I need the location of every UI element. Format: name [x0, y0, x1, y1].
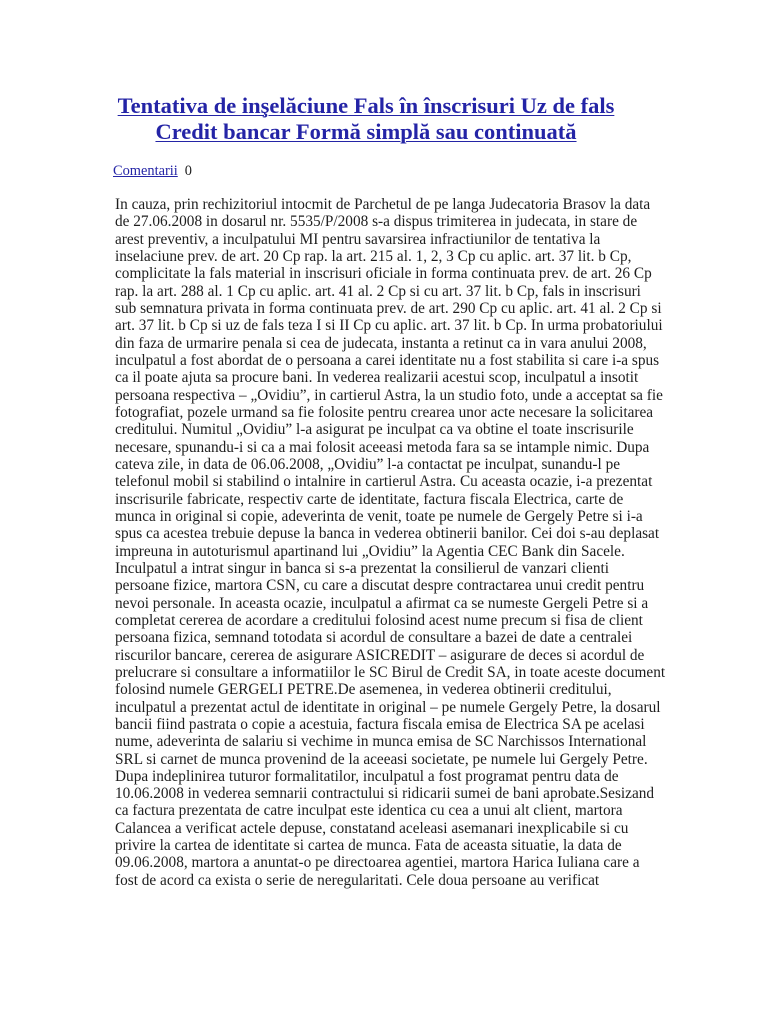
- comments-count: 0: [184, 163, 192, 179]
- body-line: inscrisurile fabricate, respectiv carte de identitate, factura fiscala Electrica, carte de: [115, 490, 624, 508]
- body-line: de 27.06.2008 in dosarul nr. 5535/P/2008 s-a dispus trimiterea in judecata, in stare de: [115, 213, 638, 231]
- body-line: munca in original si copie, adeverinta de venit, toate pe numele de Gergely Petre si i-a: [115, 507, 643, 525]
- body-line: ca il poate ajuta sa procure bani. In vederea realizarii acestui scop, inculpatul a insotit: [115, 369, 639, 387]
- body-line: impreuna in autoturismul apartinand lui „Ovidiu” la Agentia CEC Bank din Sacele.: [115, 542, 625, 560]
- body-line: telefonul mobil si stabilind o intalnire in cartierul Astra. Cu aceasta ocazie, i-a prezentat: [115, 473, 653, 491]
- body-line: art. 37 lit. b Cp si uz de fals teza I si II Cp cu aplic. art. 37 lit. b Cp. In urma probatoriului: [115, 317, 663, 335]
- body-line: SRL si carnet de munca provenind de la aceeasi societate, pe numele lui Gergely Petre.: [115, 750, 648, 768]
- body-line: fotografiat, pozele urmand sa fie folosite pentru crearea unor acte necesare la solicitarea: [115, 403, 654, 421]
- body-line: inculpatul a fost abordat de o persoana a carei identitate nu a fost stabilita si care i-a spus: [115, 351, 660, 369]
- title-line-2: [0, 119, 732, 145]
- body-line: spus ca acestea trebuie depuse la banca in vederea obtinerii banilor. Cei doi s-au deplasat: [115, 525, 660, 543]
- title-line-2-text: Credit bancar Formă simplă sau continuată: [155, 118, 577, 144]
- body-line: Dupa indeplinirea tuturor formalitatilor, inculpatul a fost programat pentru data de: [115, 767, 619, 785]
- comments-link[interactable]: Comentarii: [113, 163, 178, 179]
- title-line-1-text: Tentativa de inşelăciune Fals în înscrisuri Uz de fals: [117, 93, 615, 118]
- body-line: sub semnatura privata in forma continuata prev. de art. 290 Cp cu aplic. art. 41 al. 2 Cp si: [115, 299, 662, 317]
- body-line: folosind numele GERGELI PETRE.De asemenea, in vederea obtinerii creditului,: [115, 681, 612, 699]
- body-line: creditului. Numitul „Ovidiu” l-a asigurat pe inculpat ca va obtine el toate inscrisurile: [115, 421, 634, 439]
- body-line: bancii fiind pastrata o copie a acestuia, factura fiscala emisa de Electrica SA pe acelasi: [115, 715, 645, 733]
- body-line: inselaciune prev. de art. 20 Cp rap. la art. 215 al. 1, 2, 3 Cp cu aplic. art. 37 lit. b Cp,: [115, 247, 632, 265]
- body-line: prelucrare si consultare a informatiilor le SC Birul de Credit SA, in toate aceste document: [115, 663, 666, 681]
- body-line: persoana fizica, semnand totodata si acordul de consultare a bazei de date a centralei: [115, 629, 633, 647]
- body-line: inculpatul a prezentat actul de identitate in original – pe numele Gergely Petre, la dosarul: [115, 698, 661, 716]
- comments-row: [113, 163, 192, 180]
- body-line: necesare, spunandu-i si ca a mai folosit aceeasi metoda fara sa se intample nimic. Dupa: [115, 438, 650, 456]
- document-title-link[interactable]: [0, 93, 732, 144]
- body-line: fost de acord ca exista o serie de neregularitati. Cele doua persoane au verificat: [115, 871, 600, 889]
- title-line-1: [0, 93, 732, 119]
- body-line: complicitate la fals material in inscrisuri oficiale in forma continuata prev. de art. 26 Cp: [115, 265, 652, 283]
- body-line: completat cererea de acordare a creditului folosind acest nume precum si fisa de client: [115, 611, 643, 629]
- body-line: persoane fizice, martora CSN, cu care a discutat despre contractarea unui credit pentru: [115, 577, 645, 595]
- body-line: In cauza, prin rechizitoriul intocmit de Parchetul de pe langa Judecatoria Brasov la data: [115, 196, 651, 213]
- body-line: nevoi personale. In aceasta ocazie, inculpatul a afirmat ca se numeste Gergeli Petre si a: [115, 594, 649, 612]
- body-line: Calancea a verificat actele depuse, constatand aceleasi asemanari inexplicabile si cu: [115, 819, 629, 837]
- body-line: arest preventiv, a inculpatului MI pentru savarsirea infractiunilor de tentativa la: [115, 230, 601, 248]
- body-line: nume, adeverinta de salariu si vechime in munca emisa de SC Narchissos International: [115, 733, 647, 751]
- body-line: persoana respectiva – „Ovidiu”, in cartierul Astra, la un studio foto, unde a acceptat sa fie: [115, 386, 663, 404]
- body-line: riscurilor bancare, cererea de asigurare ASICREDIT – asigurare de deces si acordul de: [115, 646, 645, 664]
- body-line: 09.06.2008, martora a anuntat-o pe directoarea agentiei, martora Harica Iuliana care a: [115, 854, 640, 872]
- body-line: privire la cartea de identitate si cartea de munca. Fata de aceasta situatie, la data de: [115, 837, 622, 855]
- body-line: din faza de urmarire penala si cea de judecata, instanta a retinut ca in vara anului 2008,: [115, 334, 647, 352]
- body-line: rap. la art. 288 al. 1 Cp cu aplic. art. 41 al. 2 Cp si cu art. 37 lit. b Cp, fals in inscrisuri: [115, 282, 641, 300]
- body-line: Inculpatul a intrat singur in banca si s-a prezentat la consilierul de vanzari clienti: [115, 559, 609, 577]
- body-line: 10.06.2008 in vederea semnarii contractului si ridicarii sumei de bani aprobate.Sesizand: [115, 785, 655, 803]
- body-line: ca factura prezentata de catre inculpat este identica cu cea a unui alt client, martora: [115, 802, 623, 820]
- body-line: cateva zile, in data de 06.06.2008, „Ovidiu” l-a contactat pe inculpat, sunandu-l pe: [115, 455, 621, 473]
- body-paragraph: [115, 196, 715, 889]
